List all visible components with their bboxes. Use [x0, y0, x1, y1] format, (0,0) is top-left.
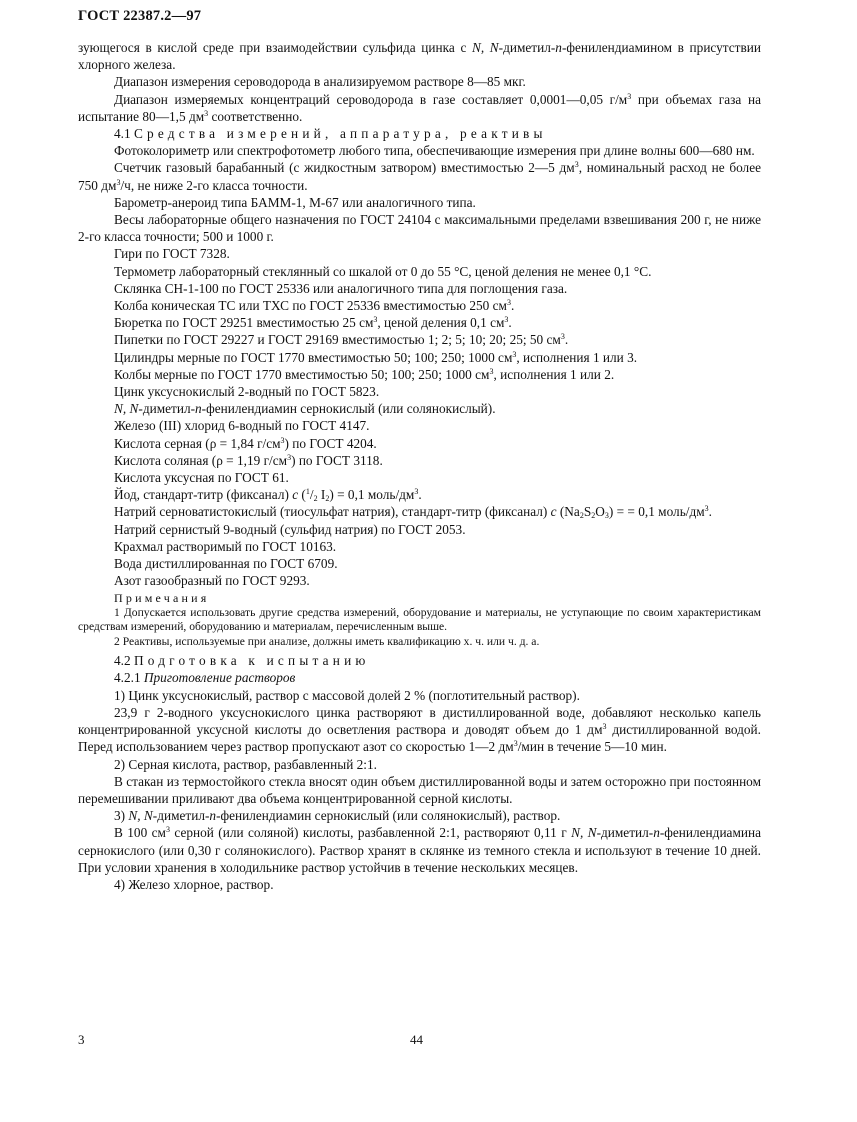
note-1: 1 Допускается использовать другие средства измерений, оборудование и материалы, не уступающие по своим характеристикам средствам измерений, оборудованию и материалам, перечисленным выше. [78, 605, 761, 634]
footer-page-number: 44 [410, 1032, 423, 1047]
notes-heading: Примечания [114, 590, 210, 605]
solution-2-title: 2) Серная кислота, раствор, разбавленный 2:1. [114, 756, 377, 772]
equipment-item: Барометр-анероид типа БАММ-1, М-67 или аналогичного типа. [114, 194, 476, 210]
solution-4-title: 4) Железо хлорное, раствор. [114, 876, 274, 892]
solution-2-text: В стакан из термостойкого стекла вносят один объем дистиллированной воды и затем осторожно при постоянном перемешивании приливают два объема концентрированной серной кислоты. [78, 773, 761, 806]
reagent-item: Крахмал растворимый по ГОСТ 10163. [114, 538, 337, 554]
intro-paragraph: зующегося в кислой среде при взаимодействии сульфида цинка с N, N-диметил-n-фенилендиамином в присутствии хлорного железа. [78, 40, 762, 73]
reagent-item: N, N-диметил-n-фенилендиамин сернокислый (или солянокислый). [114, 401, 496, 417]
equipment-item: Весы лабораторные общего назначения по ГОСТ 24104 с максимальными пределами взвешивания 200 г, не ниже 2-го класса точности; 500 и 1000 г. [78, 212, 761, 245]
range-concentration-paragraph: Диапазон измеряемых концентраций сероводорода в газе составляет 0,0001—0,05 $г/м^3$ при объемах газа на испытание 80—1,5 $дм^3$ соответственно. [78, 91, 761, 124]
equipment-item: Пипетки по ГОСТ 29227 и ГОСТ 29169 вместимостью 1; 2; 5; 10; 20; 25; 50 $см^3$. [114, 332, 569, 348]
document-header: ГОСТ 22387.2—97 [78, 8, 202, 24]
reagent-item: Вода дистиллированная по ГОСТ 6709. [114, 556, 338, 572]
reagent-item: Йод, стандарт-титр (фиксанал) c ($^1/_2$ $I_2) = 0,1$ моль/$дм^3$. [114, 487, 422, 504]
solution-3-text: В 100 $см^3$ серной (или соляной) кислоты, разбавленной 2:1, растворяют 0,11 г N, N-диметил-n-фенилендиамина сернокислого (или 0,30 г солянокислого). Раствор хранят в склянке из темного стекла и используют в течение 10 дней. При условии хранения в холодильнике раствор устойчив в течение нескольких месяцев. [78, 825, 762, 875]
reagent-item: Кислота соляная (ρ = 1,19 $г/см^3$) по ГОСТ 3118. [114, 452, 383, 468]
section-4-2-1-heading: 4.2.1 Приготовление растворов [114, 670, 296, 686]
equipment-item: Счетчик газовый барабанный (с жидкостным затвором) вместимостью 2—5 $дм^3$, номинальный расход не более 750 $дм^3/ч$, не ниже 2-го класса точности. [78, 160, 761, 193]
equipment-item: Бюретка по ГОСТ 29251 вместимостью 25 $см^3$, ценой деления 0,1 $см^3$. [114, 315, 512, 331]
equipment-item: Фотоколориметр или спектрофотометр любого типа, обеспечивающие измерения при длине волны 600—680 нм. [114, 143, 755, 159]
equipment-item: Гири по ГОСТ 7328. [114, 246, 230, 262]
equipment-item: Цилиндры мерные по ГОСТ 1770 вместимостью 50; 100; 250; 1000 $см^3$, исполнения 1 или 3. [114, 349, 638, 365]
note-2: 2 Реактивы, используемые при анализе, должны иметь квалификацию х. ч. или ч. д. а. [114, 634, 540, 648]
document-page [78, 8, 761, 893]
solution-1-text: 23,9 г 2-водного уксуснокислого цинка растворяют в дистиллированной воде, добавляют несколько капель концентрированной уксусной кислоты до осветления раствора и доводят объем до 1 $дм^3$ дистиллированной водой. Перед использованием через раствор пропускают азот со скоростью 1—2 $дм^3$/мин в течение 5—10 мин. [78, 704, 762, 755]
reagent-item: Натрий сернистый 9-водный (сульфид натрия) по ГОСТ 2053. [114, 521, 466, 537]
solution-3-title: 3) N, N-диметил-n-фенилендиамин сернокислый (или солянокислый), раствор. [114, 808, 561, 824]
equipment-item: Склянка СН-1-100 по ГОСТ 25336 или аналогичного типа для поглощения газа. [114, 280, 568, 296]
equipment-item: Термометр лабораторный стеклянный со шкалой от 0 до 55 °С, ценой деления не менее 0,1 °С. [114, 263, 652, 279]
reagent-item: Цинк уксуснокислый 2-водный по ГОСТ 5823. [114, 384, 380, 400]
reagent-item: Азот газообразный по ГОСТ 9293. [114, 573, 310, 589]
reagent-item: Железо (III) хлорид 6-водный по ГОСТ 4147. [114, 418, 370, 434]
section-4-1-heading: 4.1 Средства измерений, аппаратура, реактивы [114, 126, 547, 142]
reagent-item: Натрий серноватистокислый (тиосульфат натрия), стандарт-титр (фиксанал) c $(Na_2S_2O_3)$ = = 0,1 моль/$дм^3$. [114, 504, 712, 521]
reagent-item: Кислота серная (ρ = 1,84 $г/см^3$) по ГОСТ 4204. [114, 435, 377, 451]
equipment-item: Колбы мерные по ГОСТ 1770 вместимостью 50; 100; 250; 1000 $см^3$, исполнения 1 или 2. [114, 366, 615, 382]
footer-page-marker: 3 [78, 1032, 85, 1047]
section-4-2-heading: 4.2 Подготовка к испытанию [114, 653, 370, 669]
equipment-item: Колба коническая ТС или ТХС по ГОСТ 25336 вместимостью 250 $см^3$. [114, 298, 515, 314]
solution-1-title: 1) Цинк уксуснокислый, раствор с массовой долей 2 % (поглотительный раствор). [114, 687, 580, 703]
reagent-item: Кислота уксусная по ГОСТ 61. [114, 470, 289, 486]
range-mass-paragraph: Диапазон измерения сероводорода в анализируемом растворе 8—85 мкг. [114, 74, 526, 90]
